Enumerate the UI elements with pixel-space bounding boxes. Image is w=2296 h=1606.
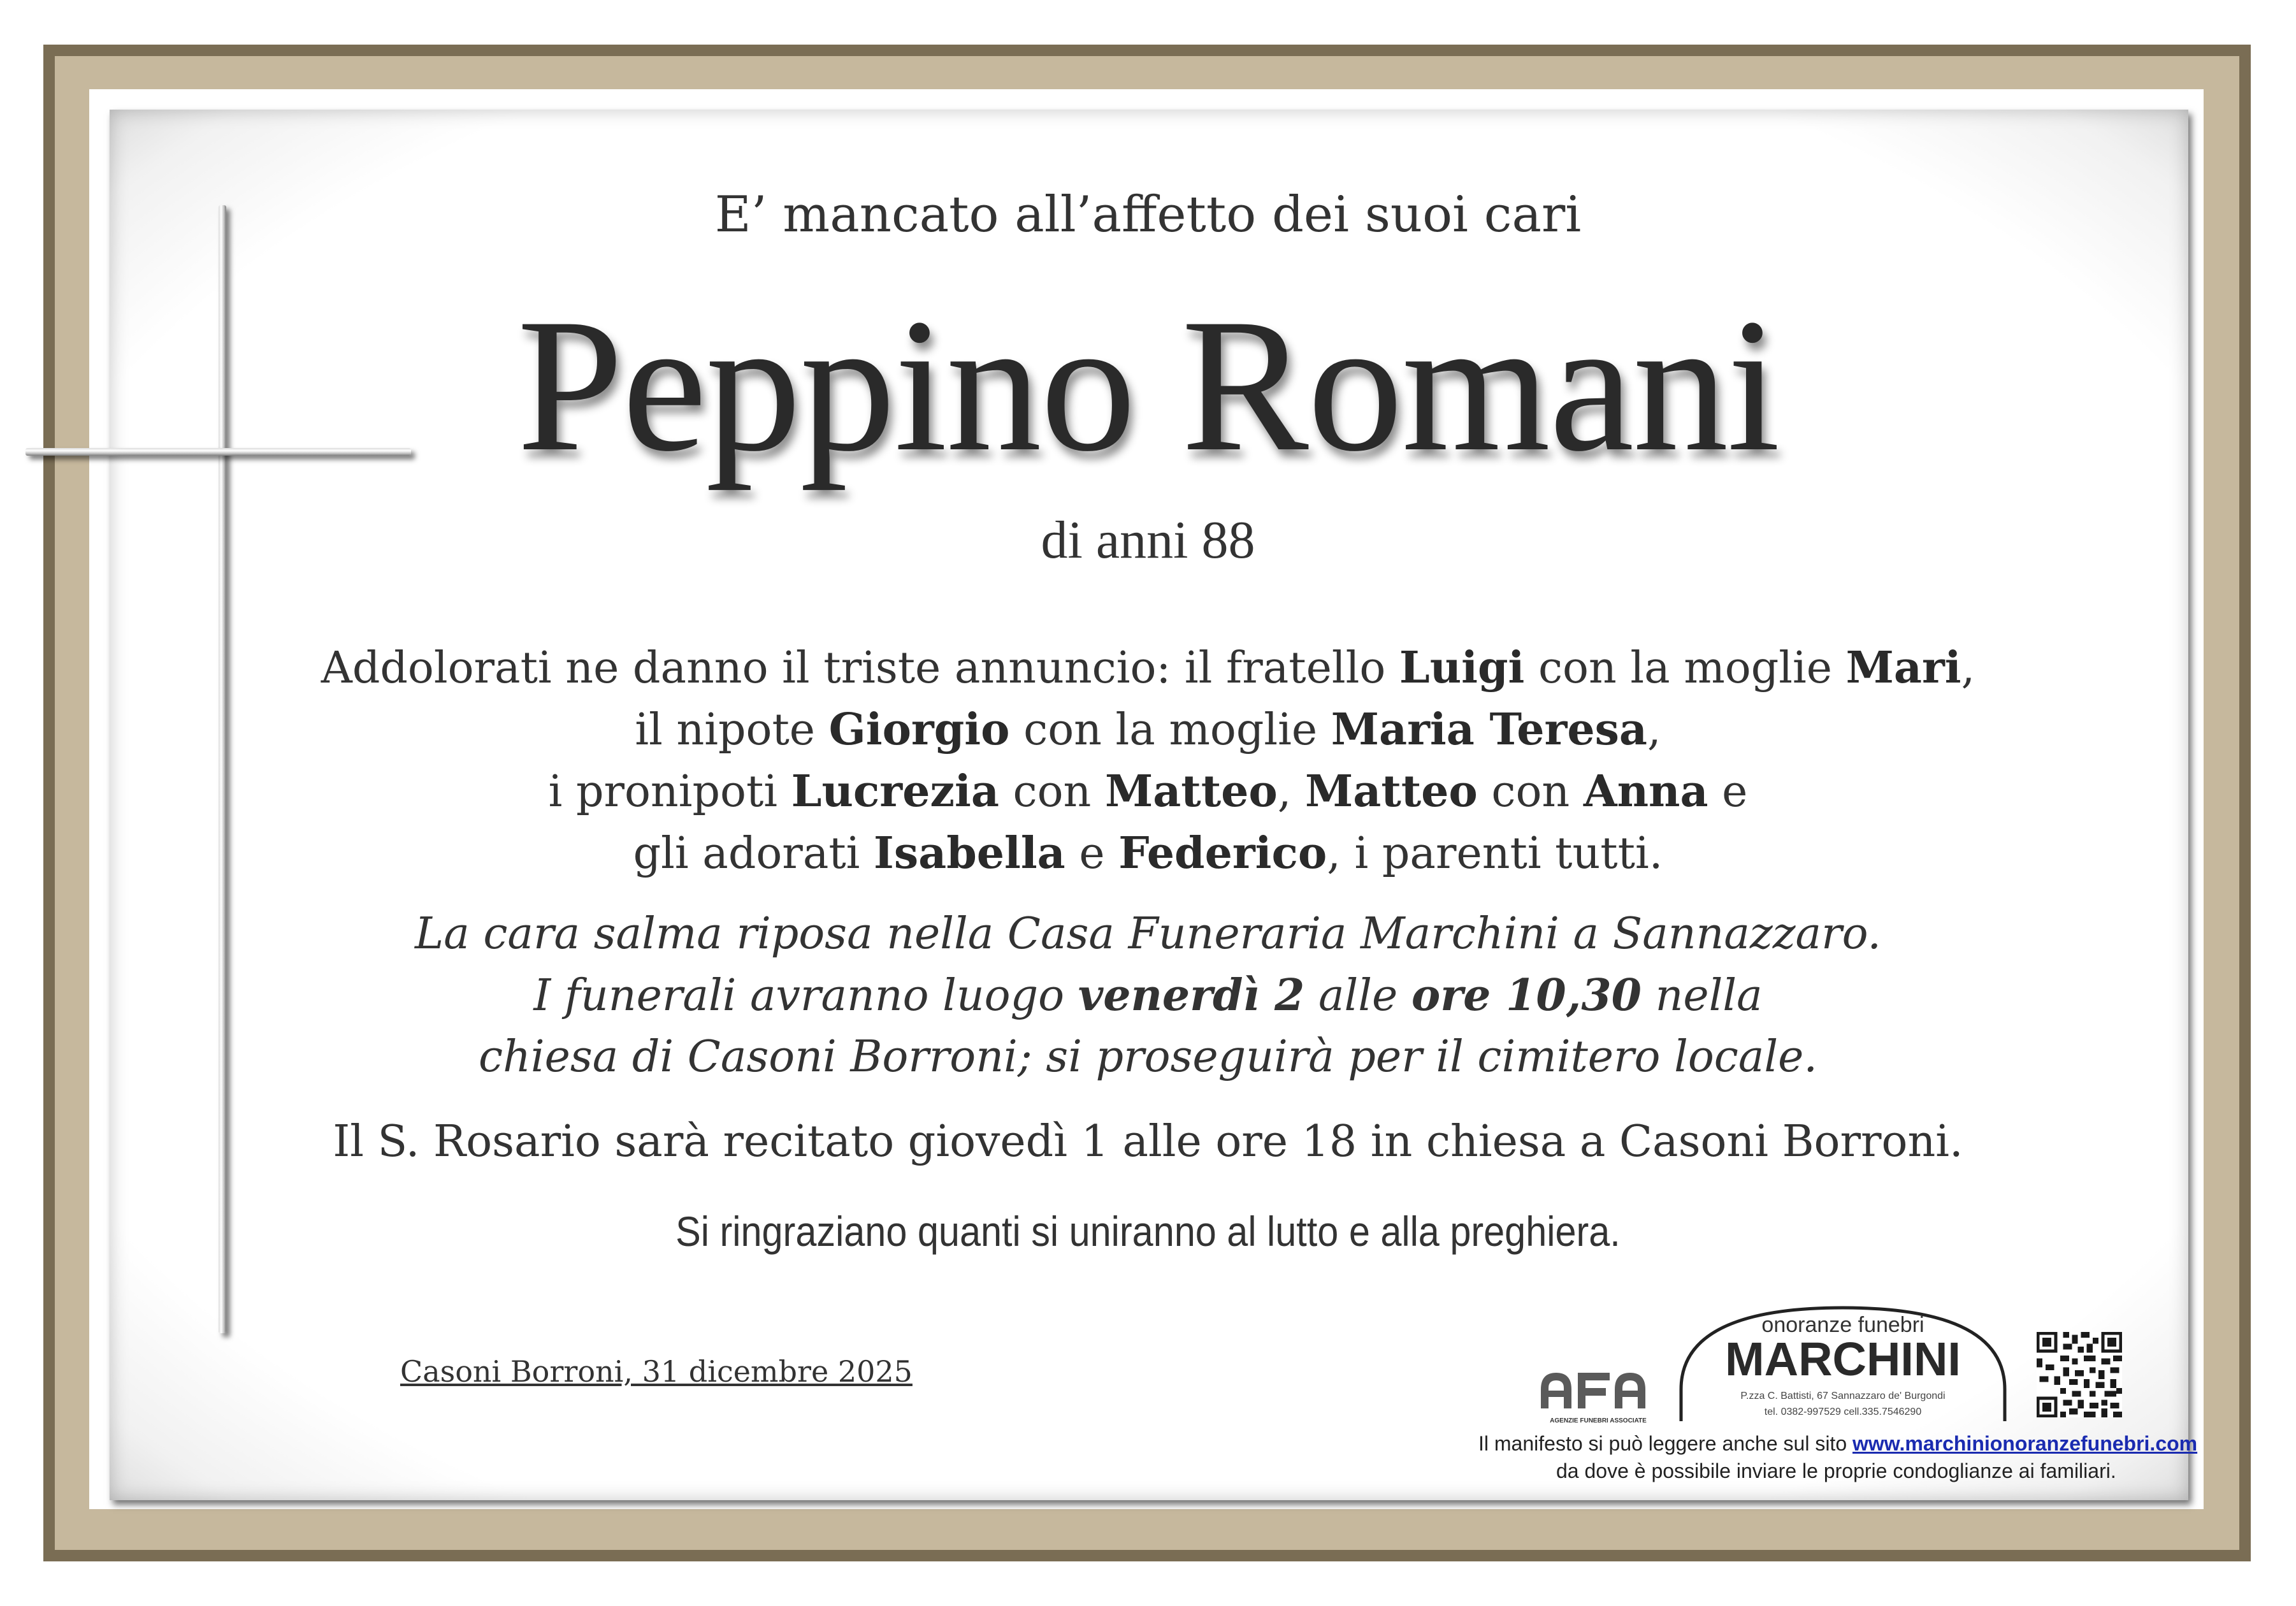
funeral-line: La cara salma riposa nella Casa Funeraria Marchini a Sannazzaro. [415, 909, 1881, 959]
thanks-line: Si ringraziano quanti si uniranno al lutto e alla preghiera. [675, 1208, 1621, 1255]
announcement-line: il nipote Giorgio con la moglie Maria Teresa, [635, 704, 1661, 755]
marchini-phones: tel. 0382-997529 cell.335.7546290 [1764, 1407, 1922, 1417]
funeral-line: I funerali avranno luogo venerdì 2 alle ore 10,30 nella [533, 970, 1763, 1021]
age-line: di anni 88 [1041, 510, 1255, 570]
footer-website-line: Il manifesto si può leggere anche sul sito www.marchinionoranzefunebri.com [1478, 1432, 2198, 1455]
announcement-line: Addolorati ne danno il triste annuncio: il fratello Luigi con la moglie Mari, [321, 642, 1975, 693]
date-place: Casoni Borroni, 31 dicembre 2025 [400, 1354, 913, 1389]
rosary-line: Il S. Rosario sarà recitato giovedì 1 alle ore 18 in chiesa a Casoni Borroni. [333, 1117, 1963, 1167]
announcement-line: gli adorati Isabella e Federico, i parenti tutti. [633, 828, 1663, 879]
afa-logo [1537, 1364, 1659, 1428]
intro-line: E’ mancato all’affetto dei suoi cari [714, 186, 1582, 243]
deceased-name: Peppino Romani [517, 279, 1779, 491]
footer-condolences-line: da dove è possibile inviare le proprie condoglianze ai familiari. [1556, 1459, 2116, 1482]
marchini-name: MARCHINI [1725, 1333, 1961, 1385]
qr-code-icon[interactable] [2037, 1332, 2122, 1417]
afa-caption: AGENZIE FUNEBRI ASSOCIATE [1550, 1417, 1647, 1424]
marchini-address: P.zza C. Battisti, 67 Sannazzaro de' Burgondi [1740, 1391, 1946, 1401]
announcement-block [0, 637, 2296, 885]
marchini-tagline: onoranze funebri [1761, 1313, 1924, 1337]
funeral-line: chiesa di Casoni Borroni; si proseguirà per il cimitero locale. [478, 1032, 1818, 1082]
website-link[interactable]: www.marchinionoranzefunebri.com [1852, 1432, 2198, 1455]
marchini-logo [1676, 1300, 2010, 1428]
funeral-details [0, 904, 2296, 1088]
announcement-line: i pronipoti Lucrezia con Matteo, Matteo con Anna e [548, 766, 1748, 817]
